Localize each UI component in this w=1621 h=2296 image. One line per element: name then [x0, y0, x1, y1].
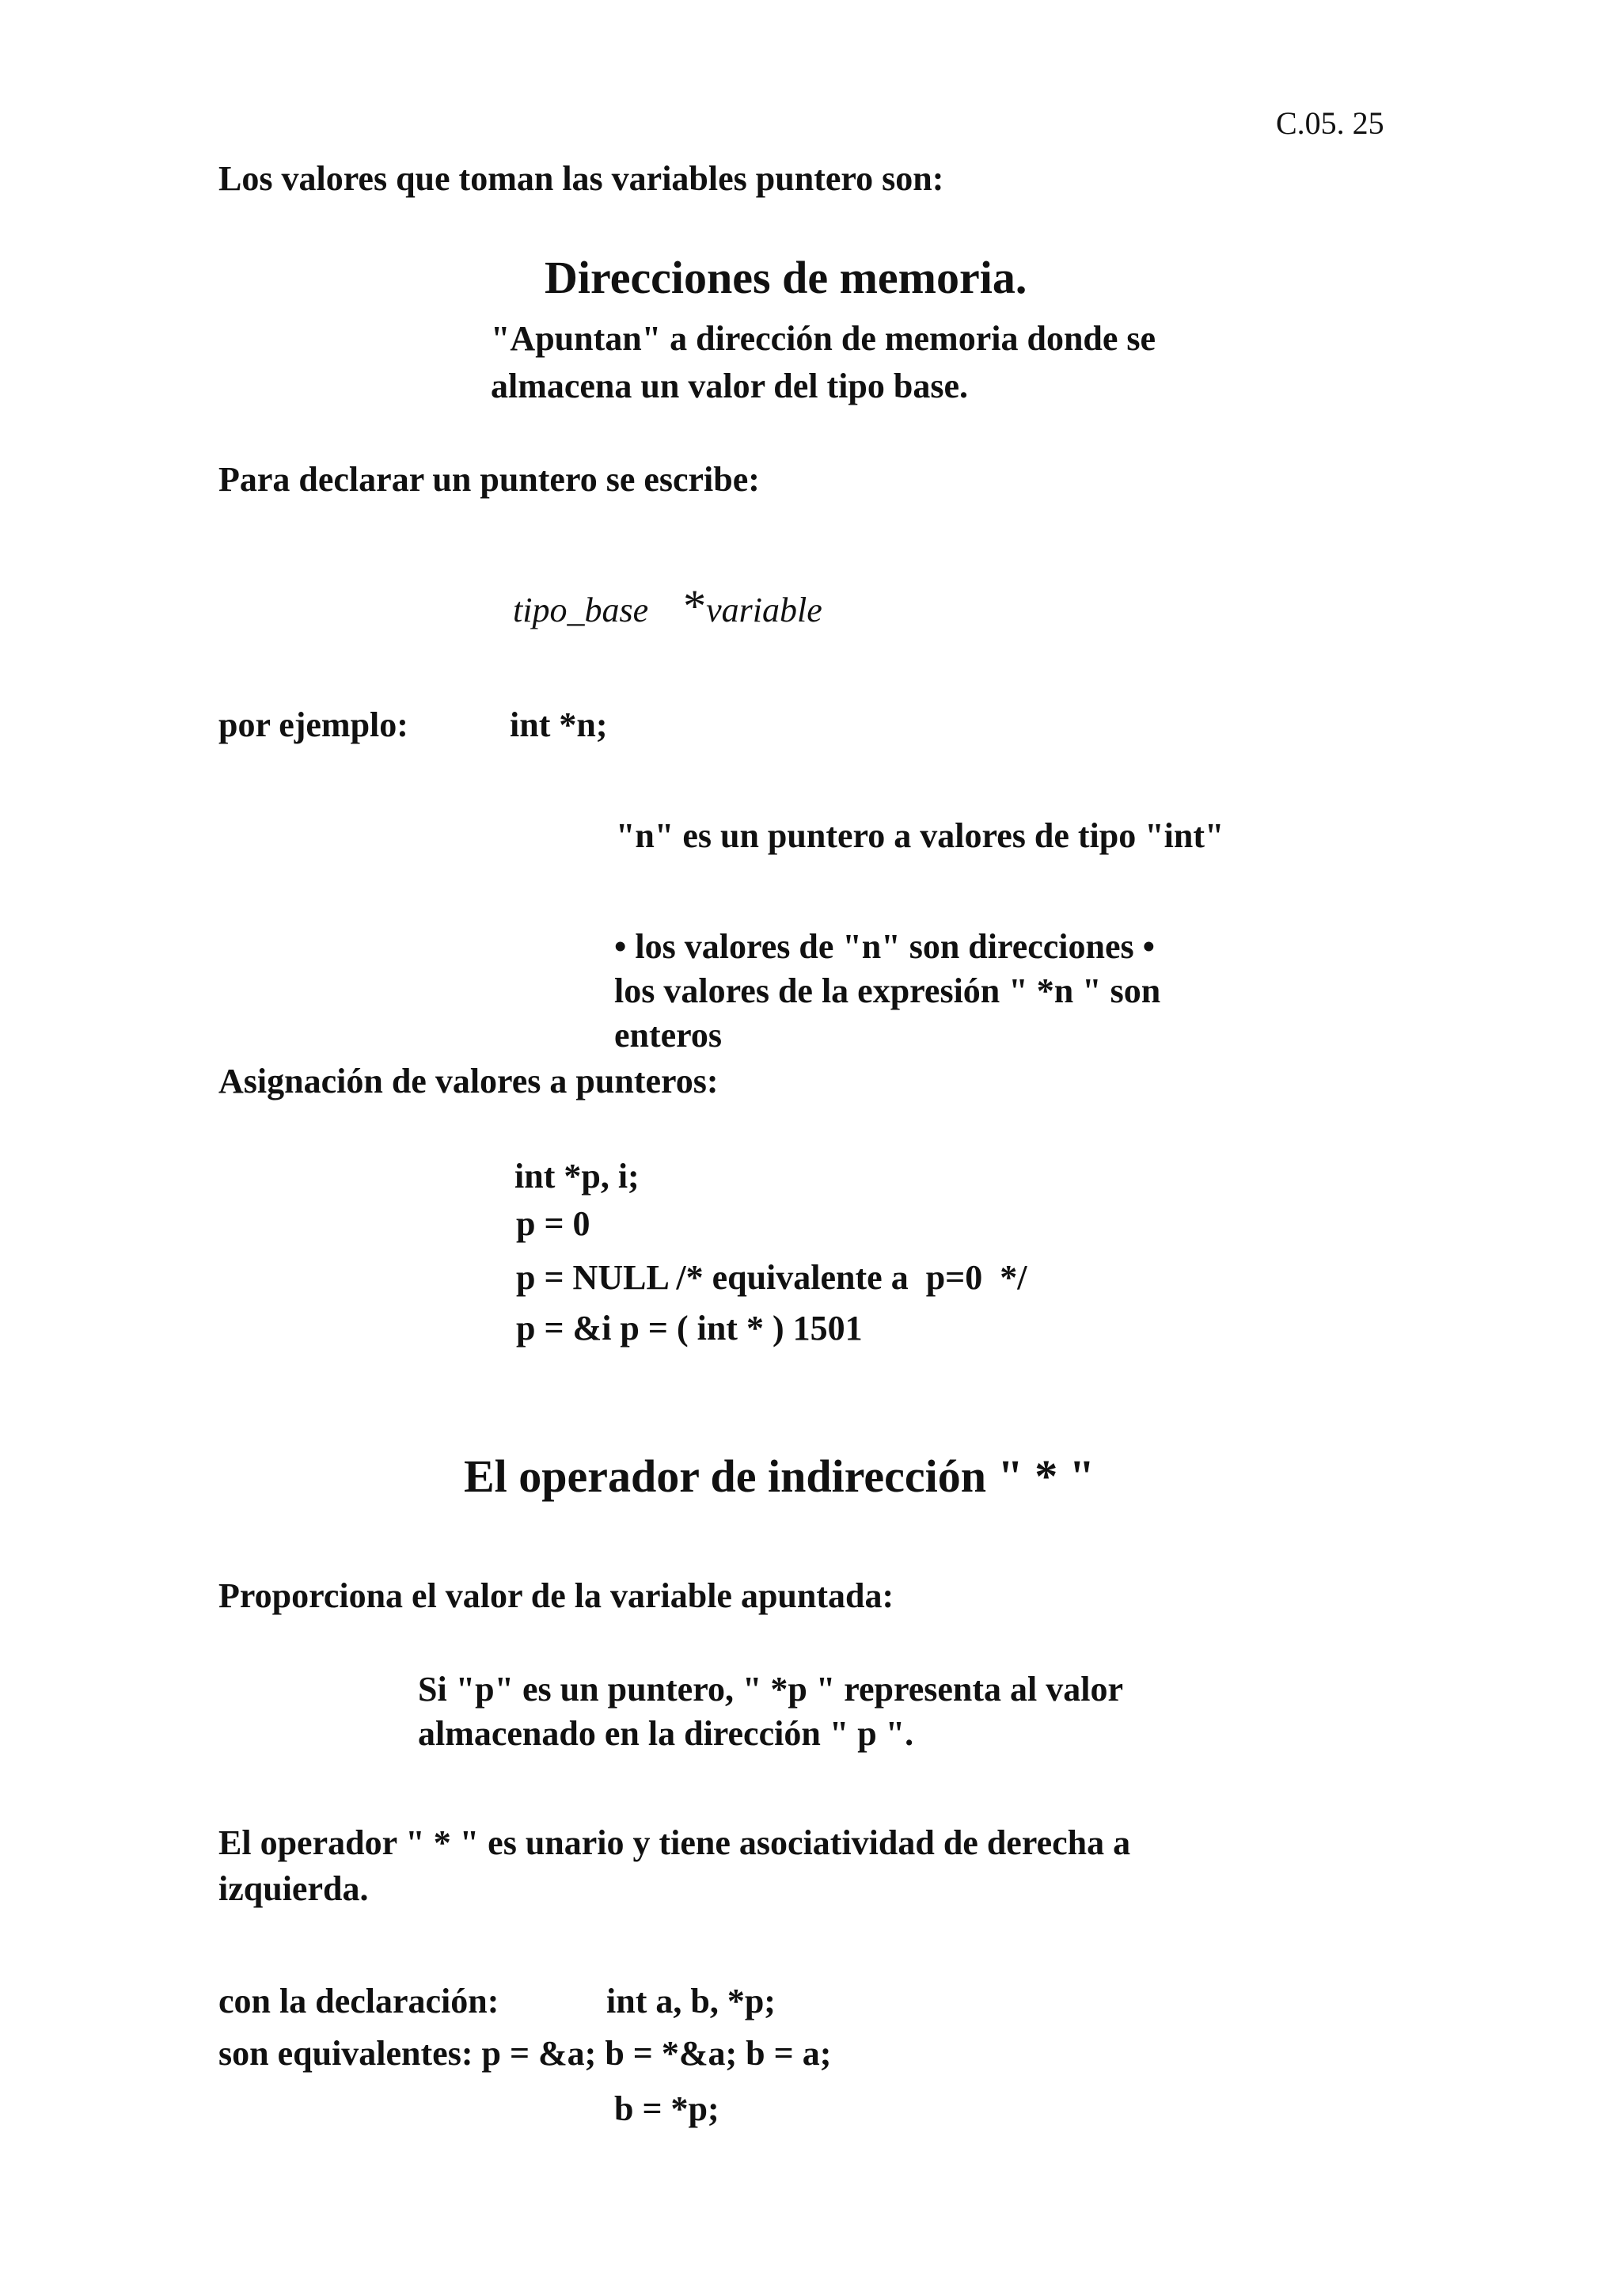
n-description: "n" es un puntero a valores de tipo "int" — [616, 816, 1224, 855]
declaracion-label: con la declaración: — [218, 1982, 499, 2020]
heading-operador: El operador de indirección " * " — [464, 1450, 1095, 1502]
bullet-line: enteros — [614, 1016, 723, 1055]
intro-text: Los valores que toman las variables puntero son: — [218, 159, 944, 198]
page-number: C.05. 25 — [1276, 105, 1384, 141]
unario-line: El operador " * " es unario y tiene asociatividad de derecha a — [218, 1823, 1131, 1862]
equivalentes-line: son equivalentes: p = &a; b = *&a; b = a; — [218, 2034, 832, 2073]
code-line: p = NULL /* equivalente a p=0 */ — [516, 1258, 1027, 1297]
syntax-tipo-base: tipo_base — [513, 591, 649, 629]
si-p-line: almacenado en la dirección " p ". — [418, 1714, 914, 1753]
apuntan-line: almacena un valor del tipo base. — [491, 367, 969, 405]
code-line: p = &i p = ( int * ) 1501 — [516, 1309, 863, 1348]
declarar-text: Para declarar un puntero se escribe: — [218, 460, 760, 499]
bullet-line: • los valores de "n" son direcciones • — [614, 927, 1156, 966]
code-line: p = 0 — [516, 1204, 590, 1243]
heading-direcciones: Direcciones de memoria. — [545, 252, 1027, 303]
apuntan-line: "Apuntan" a dirección de memoria donde se — [491, 319, 1156, 358]
example-code: int *n; — [510, 705, 608, 744]
declaracion-code: int a, b, *p; — [606, 1982, 776, 2020]
equivalentes-line: b = *p; — [614, 2089, 719, 2128]
bullet-line: los valores de la expresión " *n " son — [614, 971, 1161, 1010]
unario-line: izquierda. — [218, 1869, 369, 1908]
example-label: por ejemplo: — [218, 705, 408, 744]
syntax-line — [513, 580, 822, 633]
proporciona-text: Proporciona el valor de la variable apuntada: — [218, 1576, 894, 1615]
si-p-line: Si "p" es un puntero, " *p " representa al valor — [418, 1670, 1124, 1709]
syntax-star: * — [683, 580, 707, 632]
syntax-variable: variable — [706, 591, 822, 629]
code-line: int *p, i; — [514, 1157, 640, 1196]
asignacion-heading: Asignación de valores a punteros: — [218, 1062, 719, 1100]
